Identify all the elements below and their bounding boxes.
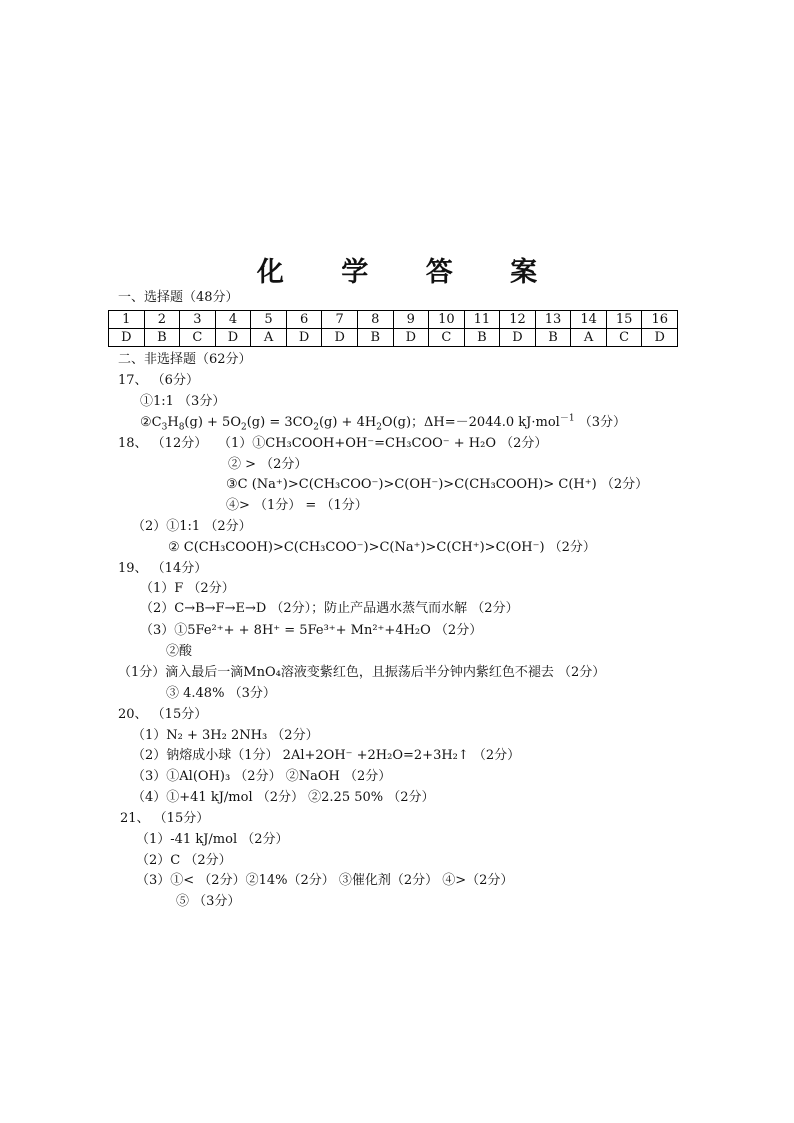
answer-cell: A <box>571 329 607 347</box>
q19-line-5: （1分）滴入最后一滴MnO₄溶液变紫红色，且振荡后半分钟内紫红色不褪去 （2分） <box>118 665 606 680</box>
question-number: 8 <box>357 311 393 329</box>
question-number: 13 <box>535 311 571 329</box>
q17-text: H <box>167 415 179 430</box>
q17-text: (g) + 4H <box>318 415 377 430</box>
q19-line-2: （2）C→B→F→E→D （2分）；防止产品遇水蒸气而水解 （2分） <box>140 601 519 616</box>
answer-cell: A <box>251 329 287 347</box>
answer-cell: D <box>109 329 145 347</box>
q21-line-4: ⑤ （3分） <box>176 894 241 909</box>
answer-cell: D <box>393 329 429 347</box>
q21-heading: 21、 （15分） <box>120 811 210 826</box>
q19-line-4: ②酸 <box>166 644 193 659</box>
q17-text: (g) + 5O <box>184 415 241 430</box>
page-title: 化 学 答 案 <box>256 257 562 288</box>
q18-heading: 18、 （12分） <box>118 436 208 451</box>
question-number: 1 <box>109 311 145 329</box>
q20-heading: 20、 （15分） <box>118 707 208 722</box>
question-number: 12 <box>500 311 536 329</box>
q18-line-4: ④> （1分） = （1分） <box>226 498 368 513</box>
q18-line-2: ② > （2分） <box>228 457 308 472</box>
question-number: 16 <box>642 311 678 329</box>
question-number: 5 <box>251 311 287 329</box>
q18-line-5: （2）①1:1 （2分） <box>132 519 252 534</box>
q19-heading: 19、 （14分） <box>118 561 208 576</box>
question-number: 11 <box>464 311 500 329</box>
answer-cell: D <box>642 329 678 347</box>
question-number: 14 <box>571 311 607 329</box>
question-number-row <box>109 311 678 329</box>
q17-line-2 <box>140 414 626 432</box>
q18-line-6: ② C(CH₃COOH)>C(CH₃COO⁻)>C(Na⁺)>C(CH⁺)>C(OH⁻) （2分） <box>168 540 596 555</box>
q19-line-6: ③ 4.48% （3分） <box>166 686 276 701</box>
question-number: 3 <box>180 311 216 329</box>
q20-line-4: （4）①+41 kJ/mol （2分） ②2.25 50% （2分） <box>132 790 435 805</box>
answer-cell: B <box>357 329 393 347</box>
question-number: 10 <box>429 311 465 329</box>
section-1-heading: 一、选择题（48分） <box>118 290 239 305</box>
q17-sub: 2 <box>240 422 247 433</box>
answer-cell: B <box>535 329 571 347</box>
answer-table <box>108 310 678 347</box>
q17-sub: 8 <box>178 422 185 433</box>
answer-cell: D <box>322 329 358 347</box>
q17-text: ②C <box>140 415 162 430</box>
q17-line-1: ①1:1 （3分） <box>140 394 226 409</box>
answer-row <box>109 329 678 347</box>
q17-text: （3分） <box>574 415 626 430</box>
q17-sup: －1 <box>559 413 575 424</box>
answer-cell: D <box>500 329 536 347</box>
q19-line-1: （1）F （2分） <box>140 581 235 596</box>
answer-cell: B <box>144 329 180 347</box>
q18-line-3: ③C (Na⁺)>C(CH₃COO⁻)>C(OH⁻)>C(CH₃COOH)> C(H⁺) （2分） <box>226 477 649 492</box>
q17-sub: 3 <box>161 422 168 433</box>
q17-heading: 17、 （6分） <box>118 373 199 388</box>
question-number: 2 <box>144 311 180 329</box>
answer-cell: D <box>215 329 251 347</box>
answer-cell: D <box>286 329 322 347</box>
question-number: 6 <box>286 311 322 329</box>
q20-line-1: （1）N₂ + 3H₂ 2NH₃ （2分） <box>132 728 319 743</box>
answer-cell: B <box>464 329 500 347</box>
question-number: 9 <box>393 311 429 329</box>
q18-line-1: （1）①CH₃COOH+OH⁻=CH₃COO⁻ + H₂O （2分） <box>218 436 548 451</box>
q20-line-3: （3）①Al(OH)₃ （2分） ②NaOH （2分） <box>132 769 392 784</box>
q17-sub: 2 <box>376 422 382 433</box>
answer-cell: C <box>606 329 642 347</box>
q19-line-3: （3）①5Fe²⁺+ + 8H⁺ = 5Fe³⁺+ Mn²⁺+4H₂O （2分） <box>140 623 483 638</box>
q17-text: O(g)；ΔH=－2044.0 kJ·mol <box>381 415 560 430</box>
q21-line-1: （1）-41 kJ/mol （2分） <box>136 832 289 847</box>
question-number: 15 <box>606 311 642 329</box>
q17-sub: 2 <box>313 422 319 433</box>
q21-line-3: （3）①< （2分）②14%（2分） ③催化剂（2分） ④>（2分） <box>136 873 514 888</box>
q17-text: (g) = 3CO <box>246 415 314 430</box>
answer-cell: C <box>429 329 465 347</box>
q20-line-2: （2）钠熔成小球（1分） 2Al+2OH⁻ +2H₂O=2+3H₂↑ （2分） <box>132 748 521 763</box>
question-number: 4 <box>215 311 251 329</box>
question-number: 7 <box>322 311 358 329</box>
q21-line-2: （2）C （2分） <box>136 853 232 868</box>
section-2-heading: 二、非选择题（62分） <box>118 352 252 367</box>
answer-cell: C <box>180 329 216 347</box>
